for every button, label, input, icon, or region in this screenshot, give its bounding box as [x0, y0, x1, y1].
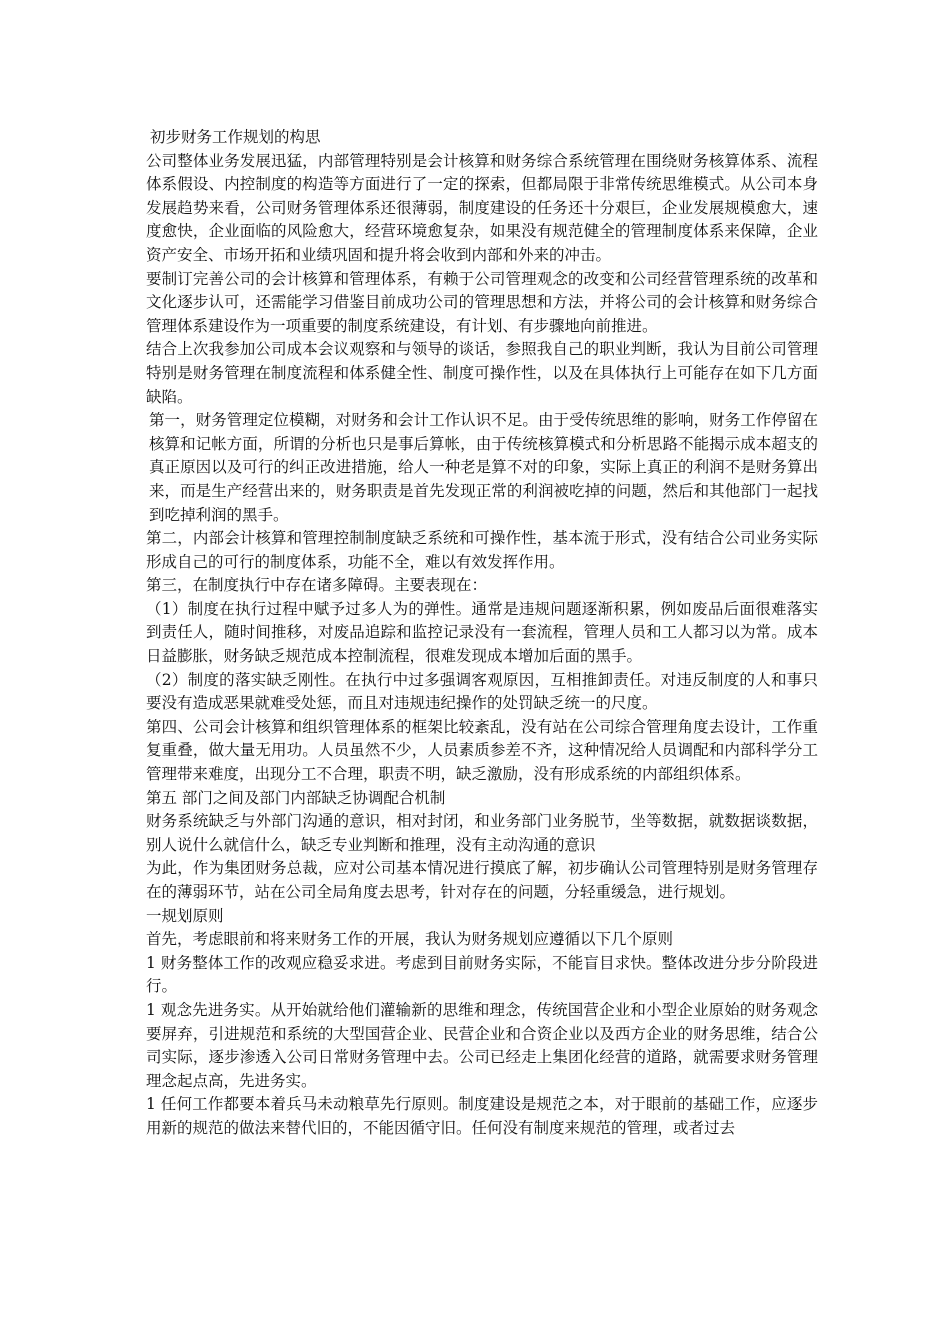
paragraph: 第三，在制度执行中存在诸多障碍。主要表现在： [146, 576, 488, 595]
paragraph: 第一，财务管理定位模糊，对财务和会计工作认识不足。由于受传统思维的影响，财务工作停留在核算和记帐方面，所谓的分析也只是事后算帐，由于传统核算模式和分析思路不能揭示成本超支的真正原因以及可行的纠正改进措施，给人一种老是算不对的印象，实际上真正的利润不是财务算出来，而是生产经营出来的，财务职责是首先发现正常的利润被吃掉的问题，然后和其他部门一起找到吃掉利润的黑手。 [149, 411, 818, 524]
document-body [146, 126, 818, 1141]
paragraph: 1 观念先进务实。从开始就给他们灌输新的思维和理念，传统国营企业和小型企业原始的财务观念要屏弃，引进规范和系统的大型国营企业、民营企业和合资企业以及西方企业的财务思维，结合公司实际，逐步渗透入公司日常财务管理中去。公司已经走上集团化经营的道路，就需要求财务管理理念起点高，先进务实。 [146, 1000, 818, 1090]
paragraph: 首先，考虑眼前和将来财务工作的开展，我认为财务规划应遵循以下几个原则 [146, 930, 674, 949]
paragraph: 公司整体业务发展迅猛，内部管理特别是会计核算和财务综合系统管理在围绕财务核算体系、流程体系假设、内控制度的构造等方面进行了一定的探索，但都局限于非常传统思维模式。从公司本身发展趋势来看，公司财务管理体系还很薄弱，制度建设的任务还十分艰巨，企业发展规模愈大，速度愈快，企业面临的风险愈大，经营环境愈复杂，如果没有规范健全的管理制度体系来保障，企业资产安全、市场开拓和业绩巩固和提升将会收到内部和外来的冲击。 [146, 151, 818, 264]
paragraph: （1）制度在执行过程中赋予过多人为的弹性。通常是违规问题逐渐积累，例如废品后面很难落实到责任人，随时间推移，对废品追踪和监控记录没有一套流程，管理人员和工人都习以为常。成本日益膨胀，财务缺乏规范成本控制流程，很难发现成本增加后面的黑手。 [146, 599, 818, 666]
paragraph: 第四、公司会计核算和组织管理体系的框架比较紊乱，没有站在公司综合管理角度去设计，工作重复重叠，做大量无用功。人员虽然不少，人员素质参差不齐，这种情况给人员调配和内部科学分工管理带来难度，出现分工不合理，职责不明，缺乏激励，没有形成系统的内部组织体系。 [146, 717, 818, 784]
document-title: 初步财务工作规划的构思 [150, 128, 321, 146]
paragraph: 1 任何工作都要本着兵马未动粮草先行原则。制度建设是规范之本，对于眼前的基础工作，应逐步用新的规范的做法来替代旧的，不能因循守旧。任何没有制度来规范的管理，或者过去 [146, 1095, 818, 1137]
paragraph: 为此，作为集团财务总裁，应对公司基本情况进行摸底了解，初步确认公司管理特别是财务管理存在的薄弱环节，站在公司全局角度去思考，针对存在的问题，分轻重缓急，进行规划。 [146, 859, 818, 901]
paragraph: （2）制度的落实缺乏刚性。在执行中过多强调客观原因，互相推卸责任。对违反制度的人和事只要没有造成恶果就难受处惩，而且对违规违纪操作的处罚缺乏统一的尺度。 [146, 670, 818, 713]
paragraph: 财务系统缺乏与外部门沟通的意识，相对封闭，和业务部门业务脱节，坐等数据，就数据谈数据，别人说什么就信什么，缺乏专业判断和推理，没有主动沟通的意识 [146, 812, 818, 854]
paragraph: 要制订完善公司的会计核算和管理体系，有赖于公司管理观念的改变和公司经营管理系统的改革和文化逐步认可，还需能学习借鉴目前成功公司的管理思想和方法，并将公司的会计核算和财务综合管理体系建设作为一项重要的制度系统建设，有计划、有步骤地向前推进。 [146, 269, 818, 335]
section-heading: 一规划原则 [146, 906, 224, 925]
paragraph: 1 财务整体工作的改观应稳妥求进。考虑到目前财务实际，不能盲目求快。整体改进分步分阶段进行。 [146, 953, 818, 996]
section-heading: 第五 部门之间及部门内部缺乏协调配合机制 [146, 788, 446, 807]
paragraph: 结合上次我参加公司成本会议观察和与领导的谈话，参照我自己的职业判断，我认为目前公司管理特别是财务管理在制度流程和体系健全性、制度可操作性，以及在具体执行上可能存在如下几方面缺陷。 [146, 340, 818, 406]
paragraph: 第二，内部会计核算和管理控制制度缺乏系统和可操作性，基本流于形式，没有结合公司业务实际形成自己的可行的制度体系，功能不全，难以有效发挥作用。 [146, 529, 818, 571]
